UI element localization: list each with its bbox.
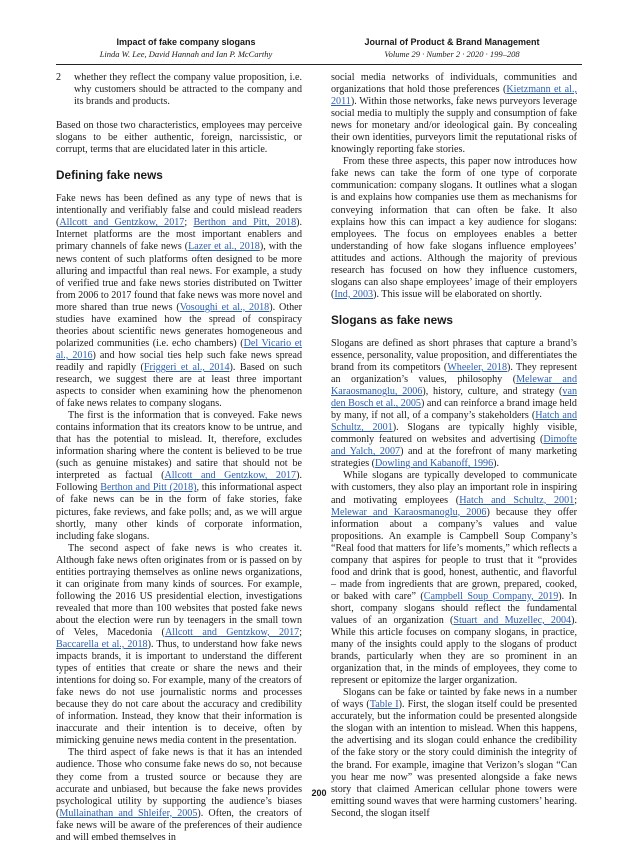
citation-link[interactable]: Allcott and Gentzkow, 2017 xyxy=(164,470,297,482)
numbered-item-2 xyxy=(56,72,302,108)
right-column xyxy=(331,72,577,820)
paragraph: The second aspect of fake news is who creates it. Although fake news often originates from or is passed on by entities portraying themselves as online news organizations, it can originate from many kinds of sources. For example, following the 2016 US presidential election, investigations revealed that more than 100 websites that posted fake news about the election were run by teenagers in the small town of Veles, Macedonia (Allcott and Gentzkow, 2017; Baccarella et al., 2018). Thus, to understand how fake news impacts brands, it is important to understand the different types of entities that create or share the news and their intentions for doing so. For example, many of the creators of fake news do not use journalistic norms and processes because they do not care about the accuracy and credibility of information. Instead, they know that their information is inaccurate and their intention is to deceive, often by mimicking genuine news media content in the presentation. xyxy=(56,542,303,747)
paragraph: The third aspect of fake news is that it has an intended audience. Those who consume fake news do so, not because they come from a trusted source or because they are accurate and unbiased, but because the fake news provides psychological utility by supporting the audience’s biases (Mullainathan and Shleifer, 2005). Often, the creators of fake news will be aware of the preferences of their audience and will embed themselves in xyxy=(56,747,302,843)
citation-link[interactable]: Dimofte and Yalch, 2007 xyxy=(331,434,577,458)
citation-link[interactable]: Wheeler, 2018 xyxy=(447,361,508,373)
citation-link[interactable]: Allcott and Gentzkow, 2017 xyxy=(59,217,185,229)
citation-link[interactable]: Melewar and Karaosmanoglu, 2006 xyxy=(331,506,487,518)
item-number: 2 xyxy=(56,72,62,83)
section-heading-defining-fake-news: Defining fake news xyxy=(56,168,163,183)
citation-link[interactable]: Lazer et al., 2018 xyxy=(188,241,260,253)
paragraph: While slogans are typically developed to communicate with customers, they also play an important role in inspiring and motivating employees (Hatch and Schultz, 2001; Melewar and Karaosmanoglu, 2006) because they offer information about a company’s values and value propositions. An example is Campbell Soup Company’s “Real food that matters for life’s moments,” which reflects a company that aspires for people to trust that it “provides food and drink that is good, honest, authentic, and flavorful – made from ingredients that are grown, prepared, cooked, or baked with care” (Campbell Soup Company, 2019). In short, company slogans should reflect the fundamental values of an organization (Stuart and Muzellec, 2004). While this article focuses on company slogans, in practice, many of the insights could apply to the slogans of product brands, particularly when they are so prominent in an organization that, in the minds of employees, they come to represent or epitomize the larger organization. xyxy=(331,470,578,687)
citation-link[interactable]: Baccarella et al., 2018 xyxy=(56,639,148,651)
citation-link[interactable]: Berthon and Pitt (2018) xyxy=(100,482,197,494)
citation-link[interactable]: Allcott and Gentzkow, 2017 xyxy=(164,626,300,638)
running-title: Impact of fake company slogans xyxy=(116,37,256,47)
left-column xyxy=(56,72,302,844)
paragraph: social media networks of individuals, communities and organizations that hold those preferences (Kietzmann et al., 2011). Within those networks, fake news purveyors leverage social media to multiply the supply and consumption of fake news for monetary and/or ideological gain. By concealing their own identities, purveyors limit the reputational risks of knowingly reporting fake stories. xyxy=(331,72,577,156)
running-header-right xyxy=(322,36,582,60)
header-rule xyxy=(56,64,582,65)
paragraph: Slogans are defined as short phrases that capture a brand’s essence, personality, value proposition, and differentiates the brand from its competitors (Wheeler, 2018). They represent an organization’s values, philosophy (Melewar and Karaosmanoglu, 2006), history, culture, and strategy (van den Bosch et al., 2005) and can reinforce a brand image held by many, if not all, of a company’s stakeholders (Hatch and Schultz, 2001). Slogans are typically highly visible, commonly featured on websites and advertising (Dimofte and Yalch, 2007) and at the forefront of many marketing strategies (Dowling and Kabanoff, 1996). xyxy=(331,337,578,470)
running-header-left xyxy=(56,36,316,60)
citation-link[interactable]: Melewar and Karaosmanoglu, 2006 xyxy=(331,374,578,398)
paragraph: Fake news has been defined as any type of news that is intentionally and verifiably false and could mislead readers (Allcott and Gentzkow, 2017; Berthon and Pitt, 2018). Internet platforms are the most important enablers and primary channels of fake news (Lazer et al., 2018), with the news content of such platforms often designed to be more alluring and impactful than real news. For example, a study of verified true and fake news stories distributed on Twitter from 2006 to 2017 found that fake news was more novel and more shared than true news (Vosoughi et al., 2018). Other studies have examined how the spread of conspiracy theories about scientific news generates homogeneous and polarized communities (i.e. echo chambers) (Del Vicario et al., 2016) and how social ties help such fake news spread readily and rapidly (Friggeri et al., 2014). Based on such research, we suggest there are at least three important aspects to consider when examining how the phenomenon of fake news relates to company slogans. xyxy=(56,193,303,410)
journal-title: Journal of Product & Brand Management xyxy=(364,37,540,47)
table-reference-link[interactable]: Table I xyxy=(369,699,399,711)
citation-link[interactable]: Mullainathan and Shleifer, 2005 xyxy=(59,807,198,819)
section-heading-slogans-as-fake-news: Slogans as fake news xyxy=(331,312,453,327)
paragraph: From these three aspects, this paper now introduces how fake news can take the form of one type of corporate communication: company slogans. It outlines what a slogan is and explains how companies use them as mechanisms for conveying information that can often be fake. It also explains how this can impact a key audience for slogans: employees. The focus on employees enables a better understanding of how fake slogans influence employees’ attitudes and actions. Although the majority of previous research has focused on how they influence customers, slogans can also shape employees’ image of their employers (Ind, 2003). This issue will be elaborated on shortly. xyxy=(331,156,577,300)
citation-link[interactable]: Del Vicario et al., 2016 xyxy=(56,337,302,361)
journal-volume: Volume 29 · Number 2 · 2020 · 199–208 xyxy=(384,49,520,59)
citation-link[interactable]: Berthon and Pitt, 2018 xyxy=(193,217,297,229)
citation-link[interactable]: Campbell Soup Company, 2019 xyxy=(423,590,559,602)
paragraph-based: Based on those two characteristics, employees may perceive slogans to be either authentic, foreign, narcissistic, or corrupt, terms that are elucidated later in this article. xyxy=(56,120,302,156)
paragraph: The first is the information that is conveyed. Fake news contains information that its creators know to be untrue, and that has the potential to mislead. It, therefore, excludes information sharing where the content is believed to be true (such as genuine mistakes) and satire that should not be interpreted as factual (Allcott and Gentzkow, 2017). Following Berthon and Pitt (2018), this informational aspect of fake news can be in the form of fake stories, fake pictures, fake reviews, and fake polls; and, as we will argue shortly, many other kinds of corporate information, including fake slogans. xyxy=(56,410,302,542)
citation-link[interactable]: Hatch and Schultz, 2001 xyxy=(459,494,575,506)
item-text: whether they reflect the company value proposition, i.e. why customers should be attracted to the company and its brands and products. xyxy=(74,72,302,108)
citation-link[interactable]: Dowling and Kabanoff, 1996 xyxy=(375,458,494,470)
citation-link[interactable]: Ind, 2003 xyxy=(334,288,374,300)
citation-link[interactable]: Stuart and Muzellec, 2004 xyxy=(453,614,572,626)
citation-link[interactable]: Hatch and Schultz, 2001 xyxy=(331,410,577,434)
citation-link[interactable]: Friggeri et al., 2014 xyxy=(143,361,230,373)
page-number: 200 xyxy=(311,788,327,798)
running-authors: Linda W. Lee, David Hannah and Ian P. McCarthy xyxy=(99,49,273,59)
citation-link[interactable]: van den Bosch et al., 2005 xyxy=(331,386,577,410)
paragraph: Slogans can be fake or tainted by fake news in a number of ways (Table I). First, the slogan itself could be presented accurately, but the information could be presented alongside the slogan with an intention to mislead. When this happens, the advertising and its slogan could enhance the credibility of the fake story or the story could diminish the integrity of the brand. For example, imagine that Verizon’s slogan “Can you hear me now” was presented alongside a fake news story that claimed American cellular phone towers were emitting sound waves that were harming customers’ hearing. Second, the slogan itself xyxy=(331,687,578,819)
citation-link[interactable]: Kietzmann et al., 2011 xyxy=(331,84,577,108)
citation-link[interactable]: Vosoughi et al., 2018 xyxy=(179,301,270,313)
